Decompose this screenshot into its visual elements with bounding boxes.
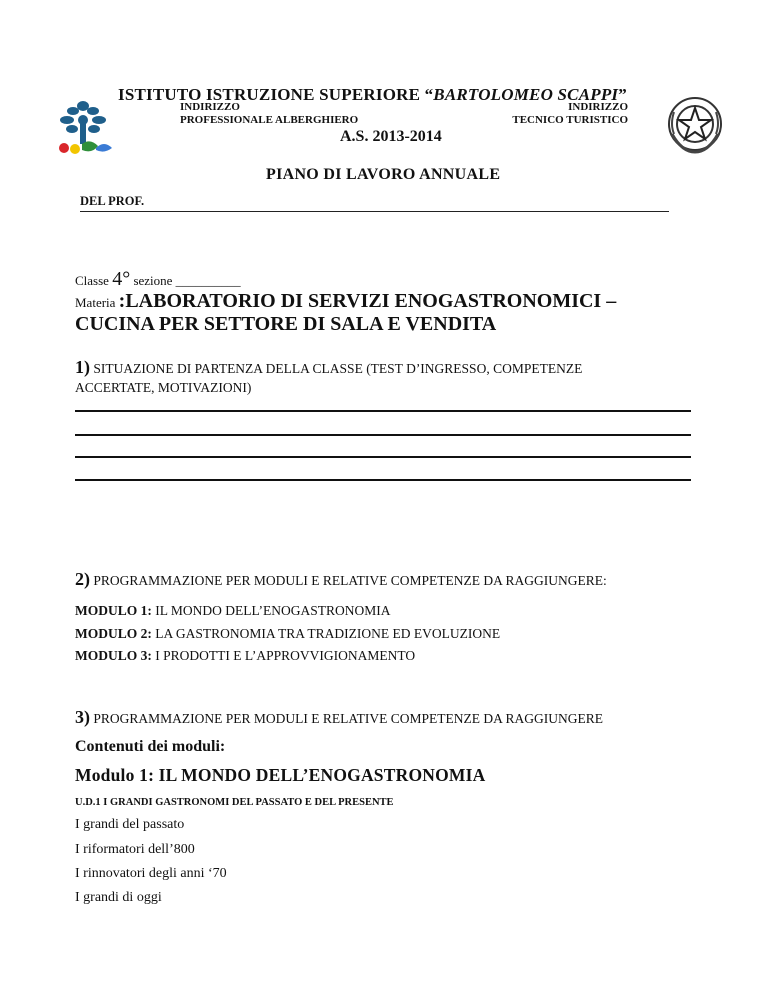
ud-heading: U.D.1 I GRANDI GASTRONOMI DEL PASSATO E DEL PRESENTE (75, 797, 394, 808)
italian-republic-emblem (664, 94, 726, 156)
module-item: MODULO 3: I PRODOTTI E L’APPROVVIGIONAMENTO (75, 648, 416, 663)
content-item: I rinnovatori degli anni ‘70 (75, 866, 227, 881)
section-2-heading: 2) PROGRAMMAZIONE PER MODULI E RELATIVE COMPETENZE DA RAGGIUNGERE: (75, 569, 607, 589)
answer-line (75, 410, 691, 412)
indirizzo-alberghiero: INDIRIZZO PROFESSIONALE ALBERGHIERO (180, 101, 359, 126)
section-1-heading-cont: ACCERTATE, MOTIVAZIONI) (75, 380, 252, 395)
classe-line: Classe 4° sezione __________ (75, 268, 241, 290)
prof-label: DEL PROF. (80, 194, 145, 208)
module-item: MODULO 1: IL MONDO DELL’ENOGASTRONOMIA (75, 603, 391, 618)
content-item: I grandi di oggi (75, 890, 162, 905)
answer-line (75, 434, 691, 436)
content-item: I riformatori dell’800 (75, 842, 195, 857)
section-1-heading: 1) SITUAZIONE DI PARTENZA DELLA CLASSE (TEST D’INGRESSO, COMPETENZE (75, 357, 583, 377)
content-item: I grandi del passato (75, 817, 185, 832)
plan-title: PIANO DI LAVORO ANNUALE (266, 166, 501, 183)
indirizzo-turistico: INDIRIZZO TECNICO TURISTICO (512, 101, 628, 126)
school-title: ISTITUTO ISTRUZIONE SUPERIORE “BARTOLOMEO SCAPPI” (118, 85, 627, 104)
module-item: MODULO 2: LA GASTRONOMIA TRA TRADIZIONE ED EVOLUZIONE (75, 626, 501, 641)
answer-line (75, 456, 691, 458)
contenuti-heading: Contenuti dei moduli: (75, 738, 226, 755)
materia-line: Materia :LABORATORIO DI SERVIZI ENOGASTRONOMICI – (75, 290, 617, 312)
modulo-1-heading: Modulo 1: IL MONDO DELL’ENOGASTRONOMIA (75, 765, 486, 785)
school-year: A.S. 2013-2014 (340, 128, 442, 145)
school-tree-logo (52, 98, 116, 160)
materia-line-2: CUCINA PER SETTORE DI SALA E VENDITA (75, 313, 497, 335)
prof-name-line (80, 211, 669, 212)
answer-line (75, 479, 691, 481)
section-3-heading: 3) PROGRAMMAZIONE PER MODULI E RELATIVE COMPETENZE DA RAGGIUNGERE (75, 707, 603, 727)
